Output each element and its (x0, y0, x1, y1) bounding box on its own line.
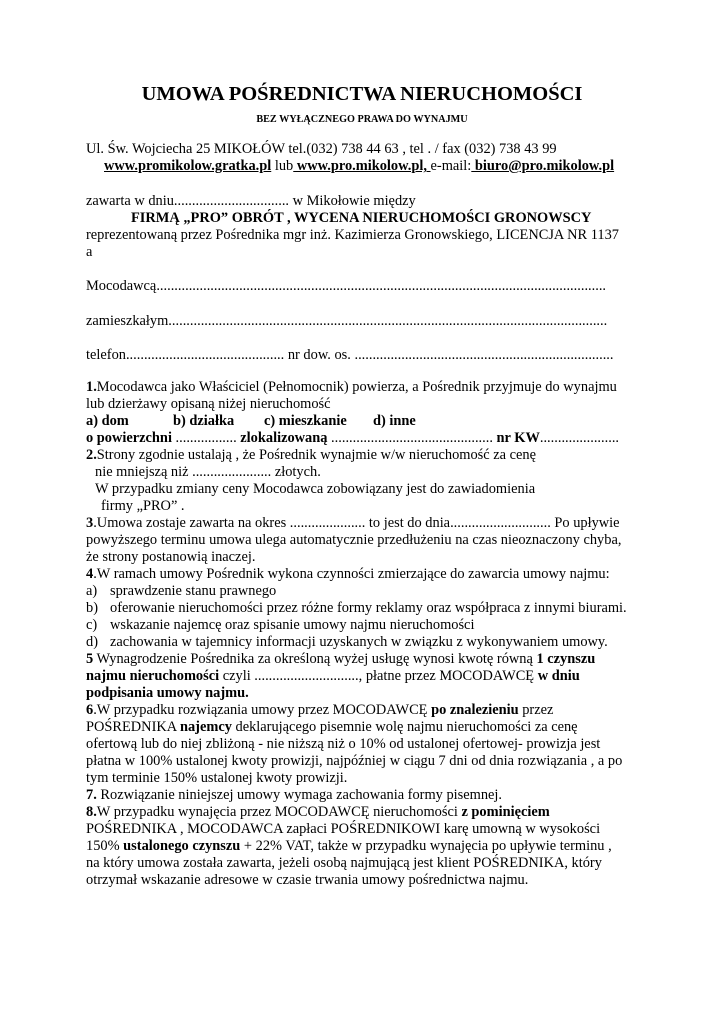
list-item: a) sprawdzenie stanu prawnego (86, 583, 277, 599)
document-subtitle: BEZ WYŁĄCZNEGO PRAWA DO WYNAJMU (256, 114, 468, 125)
section-6-line-4: płatna w 100% ustalonej kwoty prowizji, najpóźniej w ciągu 7 dni od dnia rozwiązania , a po (86, 753, 623, 769)
location-blank: ............................................. (327, 430, 497, 446)
option-b: b) działka (173, 413, 235, 429)
representative-line: reprezentowaną przez Pośrednika mgr inż. Kazimierza Gronowskiego, LICENCJA NR 1137 (86, 227, 619, 243)
website-link-1[interactable]: www.promikolow.gratka.pl (104, 158, 272, 174)
location-label: zlokalizowaną (240, 430, 328, 446)
section-3-line-2: powyższego terminu umowa ulega automatycznie przedłużeniu na czas nieoznaczony chyba, (86, 532, 622, 548)
mocodawca-field: Mocodawcą............................................................................................................................. (86, 278, 607, 294)
intro-date-line: zawarta w dniu................................ w Mikołowie między (86, 193, 416, 209)
email-label: e-mail: (430, 158, 472, 174)
section-8-line-5: otrzymał wskazanie adresowe w czasie trwania umowy pośrednictwa najmu. (86, 872, 529, 888)
email-link[interactable]: biuro@pro.mikolow.pl (471, 158, 615, 174)
section-6-line-3: ofertową lub do niej zbliżoną - nie niższą niż o 10% od ustalonej ofertowej- prowizja jest (86, 736, 601, 752)
list-item: b) oferowanie nieruchomości przez różne formy reklamy oraz współpraca z innymi biurami. (86, 600, 627, 616)
section-8-number: 8. (86, 804, 97, 820)
section-3-line-1 (86, 515, 638, 532)
section-8-line-2: POŚREDNIKA , MOCODAWCA zapłaci POŚREDNIKOWI karę umowną w wysokości (86, 821, 601, 837)
section-3-number: 3 (86, 515, 94, 531)
or-text: lub (271, 158, 294, 174)
section-8-line-1: 8.W przypadku wynajęcia przez MOCODAWCĘ nieruchomości z pominięciem (86, 804, 550, 820)
contact-address: Ul. Św. Wojciecha 25 MIKOŁÓW tel.(032) 738 44 63 , tel . / fax (032) 738 43 99 (86, 141, 557, 157)
section-7-number: 7. (86, 787, 97, 803)
section-6-line-5: tym terminie 150% ustalonej kwoty prowizji. (86, 770, 348, 786)
property-details-line (86, 430, 619, 447)
section-6-line-2: POŚREDNIKA najemcy deklarującego pisemnie wolę najmu nieruchomości za cenę (86, 719, 578, 735)
section-5-line-3: podpisania umowy najmu. (86, 685, 249, 701)
section-4-number: 4 (86, 566, 94, 582)
section-2-text: Strony zgodnie ustalają , że Pośrednik wynajmie w/w nieruchomość za cenę (96, 447, 536, 463)
section-8-line-3: 150% ustalonego czynszu + 22% VAT, także w przypadku wynajęcia po upływie terminu , (86, 838, 612, 854)
document-title: UMOWA POŚREDNICTWA NIERUCHOMOŚCI (141, 83, 583, 105)
section-2-number: 2. (86, 447, 97, 463)
kw-label: nr KW (496, 430, 540, 446)
section-3-line-3: że strony postanowią inaczej. (86, 549, 256, 565)
contact-web-line (104, 158, 614, 175)
section-6-line-1: 6.W przypadku rozwiązania umowy przez MOCODAWCĘ po znalezieniu przez (86, 702, 554, 718)
section-5-line-1: 5 Wynagrodzenie Pośrednika za określoną wyżej usługę wynosi kwotę równą 1 czynszu (86, 651, 596, 667)
list-item: d) zachowania w tajemnicy informacji uzyskanych w związku z wykonywaniem umowy. (86, 634, 608, 650)
section-5-number: 5 (86, 651, 94, 667)
option-d: d) inne (373, 413, 416, 429)
section-2-line-2: nie mniejszą niż ...................... złotych. (95, 464, 321, 480)
section-4-line-1 (86, 566, 610, 583)
party-a-letter: a (86, 244, 93, 260)
section-1-line-2: lub dzierżawy opisaną niżej nieruchomość (86, 396, 331, 412)
section-6-number: 6 (86, 702, 94, 718)
section-3-text: .Umowa zostaje zawarta na okres ..................... to jest do dnia............................ Po upływie (93, 515, 620, 531)
area-blank: ................. (171, 430, 241, 446)
section-2-line-3: W przypadku zmiany ceny Mocodawca zobowiązany jest do zawiadomienia (95, 481, 536, 497)
kw-blank: ...................... (539, 430, 620, 446)
address-field: zamieszkałym.......................................................................................................................... (86, 313, 608, 329)
section-7-line-1: 7. Rozwiązanie niniejszej umowy wymaga zachowania formy pisemnej. (86, 787, 502, 803)
option-c: c) mieszkanie (264, 413, 347, 429)
section-8-line-4: na który umowa została zawarta, jeżeli osobą najmującą jest klient POŚREDNIKA, który (86, 855, 602, 871)
section-1-line-1 (86, 379, 638, 396)
firm-name: FIRMĄ „PRO” OBRÓT , WYCENA NIERUCHOMOŚCI GRONOWSCY (131, 210, 592, 226)
phone-id-field: telefon............................................ nr dow. os. ........................................................................ (86, 347, 614, 363)
list-item: c) wskazanie najemcę oraz spisanie umowy najmu nieruchomości (86, 617, 475, 633)
section-1-text: Mocodawca jako Właściciel (Pełnomocnik) powierza, a Pośrednik przyjmuje do wynajmu (96, 379, 617, 395)
area-label: o powierzchni (86, 430, 172, 446)
website-link-2[interactable]: www.pro.mikolow.pl, (293, 158, 431, 174)
section-2-line-4: firmy „PRO” . (101, 498, 185, 514)
section-5-line-2: najmu nieruchomości czyli ............................., płatne przez MOCODAWCĘ w dniu (86, 668, 580, 684)
section-4-text: .W ramach umowy Pośrednik wykona czynności zmierzające do zawarcia umowy najmu: (93, 566, 610, 582)
option-a: a) dom (86, 413, 129, 429)
section-2-line-1 (86, 447, 536, 464)
section-1-number: 1. (86, 379, 97, 395)
